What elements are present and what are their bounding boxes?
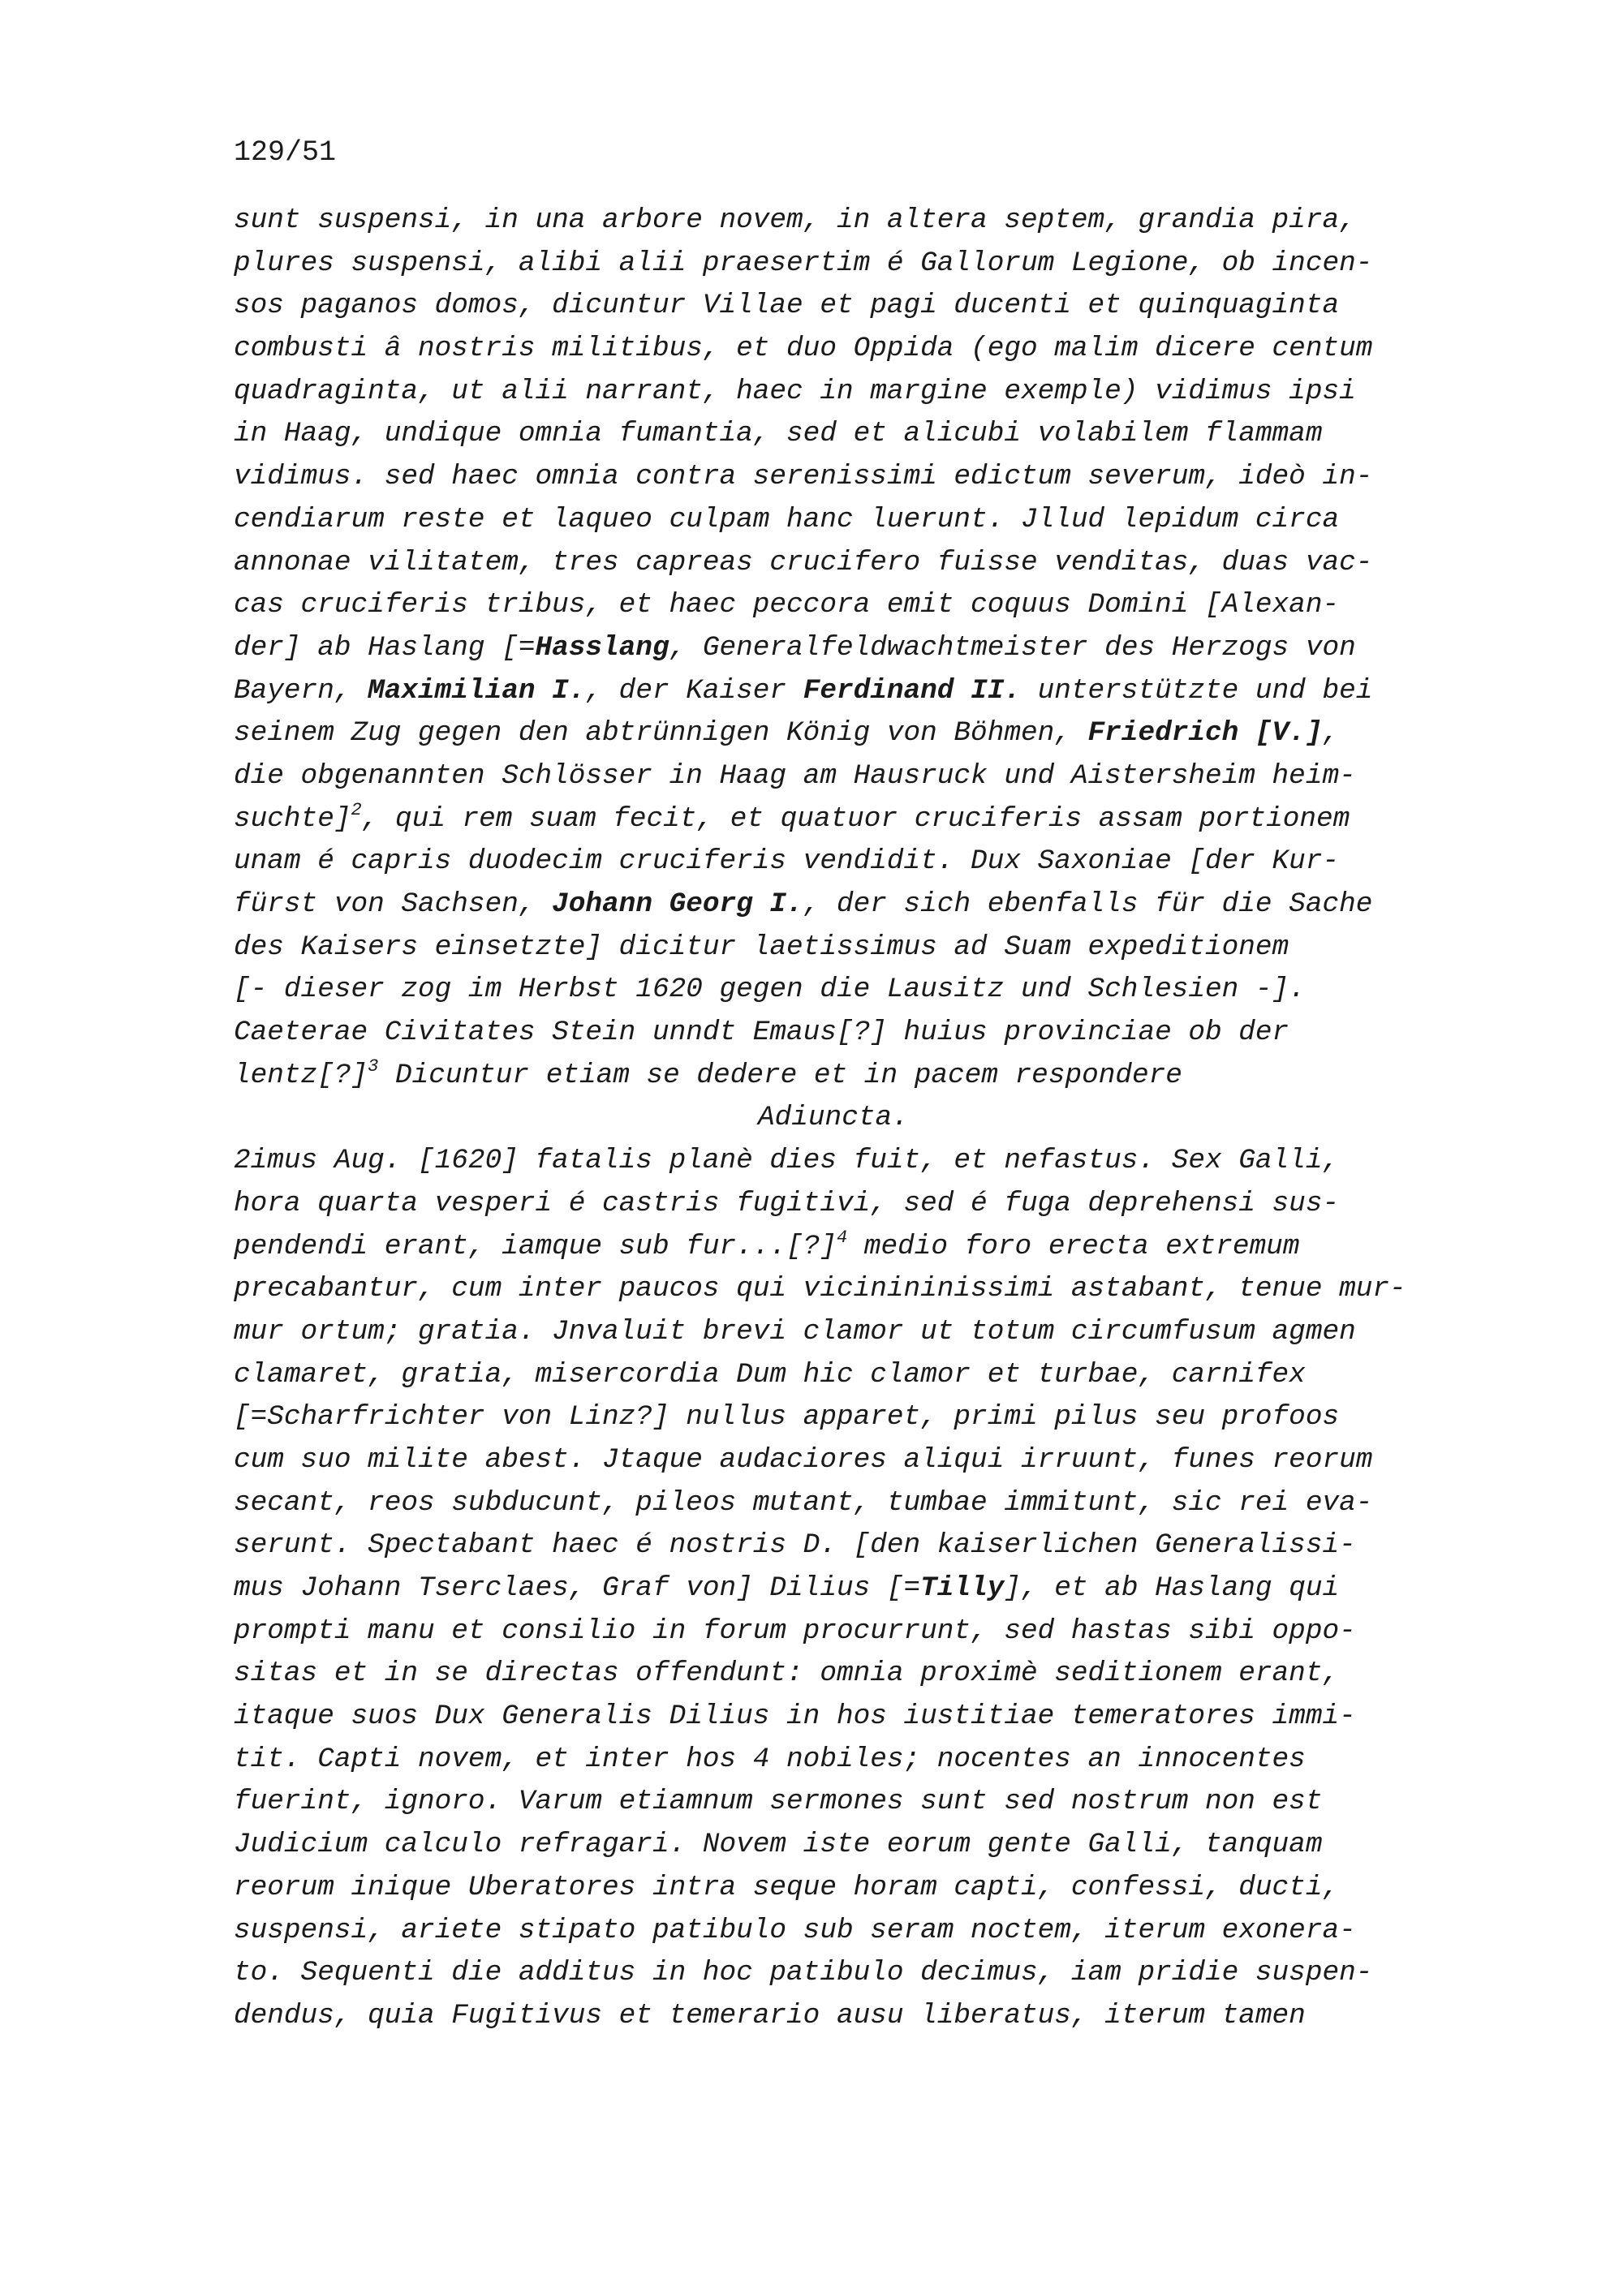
text-segment: unam é capris duodecim cruciferis vendidit. Dux Saxoniae [der Kur- — [234, 845, 1340, 878]
text-line — [234, 1739, 1581, 1782]
text-line — [234, 1268, 1581, 1311]
text-segment: clamaret, gratia, misercordia Dum hic clamor et turbae, carnifex — [234, 1358, 1306, 1391]
text-line — [234, 456, 1581, 499]
text-segment: secant, reos subducunt, pileos mutant, tumbae immitunt, sic rei eva- — [234, 1486, 1373, 1519]
text-line — [234, 755, 1581, 798]
text-segment: to. Sequenti die additus in hoc patibulo decimus, iam pridie suspen- — [234, 1957, 1373, 1989]
text-line — [234, 841, 1581, 884]
text-line — [234, 927, 1581, 970]
text-segment: [=Scharfrichter von Linz?] nullus apparet, primi pilus seu profoos — [234, 1401, 1340, 1434]
text-line — [234, 1140, 1581, 1183]
text-line — [234, 1183, 1581, 1226]
text-segment: Caeterae Civitates Stein unndt Emaus[?] huius provinciae ob der — [234, 1017, 1289, 1049]
text-segment: in Haag, undique omnia fumantia, sed et alicubi volabilem flammam — [234, 418, 1323, 450]
text-segment: tit. Capti novem, et inter hos 4 nobiles; nocentes an innocentes — [234, 1743, 1306, 1775]
text-segment: sos paganos domos, dicuntur Villae et pagi ducenti et quinquaginta — [234, 290, 1340, 322]
text-line — [234, 1396, 1581, 1439]
text-line — [234, 798, 1581, 841]
text-line — [234, 1354, 1581, 1397]
text-line — [234, 1952, 1581, 1995]
text-segment: , Generalfeldwachtmeister des Herzogs von — [669, 631, 1356, 664]
text-segment: fürst von Sachsen, — [234, 888, 553, 920]
text-line — [234, 1482, 1581, 1525]
text-line — [234, 1226, 1581, 1269]
text-segment: , — [1322, 717, 1340, 750]
text-segment: unterstützte und bei — [1021, 674, 1373, 707]
text-line — [234, 1995, 1581, 2038]
text-segment: , der sich ebenfalls für die Sache — [803, 888, 1373, 920]
text-segment: prompti manu et consilio in forum procurrunt, sed hastas sibi oppo- — [234, 1615, 1356, 1647]
text-line — [234, 1055, 1581, 1098]
text-segment: fuerint, ignoro. Varum etiamnum sermones sunt sed nostrum non est — [234, 1786, 1323, 1818]
text-segment: annonae vilitatem, tres capreas crucifero fuisse venditas, duas vac- — [234, 546, 1373, 578]
text-line — [234, 1910, 1581, 1953]
text-line — [234, 1696, 1581, 1739]
footnote-marker: 4 — [836, 1227, 848, 1248]
text-line — [234, 542, 1581, 585]
text-line — [234, 1097, 1581, 1140]
bold-name: Ferdinand II. — [803, 674, 1021, 707]
text-line — [234, 1311, 1581, 1354]
text-segment: combusti â nostris militibus, et duo Oppida (ego malim dicere centum — [234, 333, 1373, 365]
text-segment: quadraginta, ut alii narrant, haec in margine exemple) vidimus ipsi — [234, 375, 1356, 407]
text-line — [234, 285, 1581, 328]
bold-name: Maximilian I. — [368, 674, 586, 707]
text-line — [234, 1781, 1581, 1824]
bold-name: Johann Georg I. — [552, 888, 803, 920]
text-segment: 2imus Aug. [1620] fatalis planè dies fuit, et nefastus. Sex Galli, — [234, 1145, 1340, 1177]
text-segment: ], et ab Haslang qui — [1004, 1572, 1340, 1604]
text-segment: [- dieser zog im Herbst 1620 gegen die Lausitz und Schlesien -]. — [234, 974, 1306, 1006]
text-segment: medio foro erecta extremum — [847, 1230, 1300, 1262]
text-segment: des Kaisers einsetzte] dicitur laetissimus ad Suam expeditionem — [234, 931, 1289, 963]
text-segment: dendus, quia Fugitivus et temerario ausu liberatus, iterum tamen — [234, 1999, 1306, 2032]
text-segment: Dicuntur etiam se dedere et in pacem respondere — [378, 1059, 1182, 1091]
footnote-marker: 3 — [368, 1056, 379, 1077]
text-segment: serunt. Spectabant haec é nostris D. [den kaiserlichen Generalissi- — [234, 1529, 1356, 1562]
text-segment: die obgenannten Schlösser in Haag am Hausruck und Aistersheim heim- — [234, 759, 1356, 792]
text-segment: precabantur, cum inter paucos qui vicinininissimi astabant, tenue mur- — [234, 1273, 1406, 1305]
text-line — [234, 499, 1581, 542]
text-line — [234, 413, 1581, 456]
text-line — [234, 584, 1581, 627]
text-segment: suspensi, ariete stipato patibulo sub seram noctem, iterum exonera- — [234, 1914, 1356, 1946]
text-segment: , der Kaiser — [585, 674, 803, 707]
text-line — [234, 1524, 1581, 1567]
section-heading: Adiuncta. — [758, 1102, 909, 1134]
text-line — [234, 627, 1581, 670]
bold-name: Friedrich [V.] — [1087, 717, 1323, 750]
text-line — [234, 1439, 1581, 1482]
text-segment: cum suo milite abest. Jtaque audaciores aliqui irruunt, funes reorum — [234, 1443, 1373, 1476]
text-line — [234, 1653, 1581, 1696]
text-segment: sitas et in se directas offendunt: omnia proximè seditionem erant, — [234, 1658, 1340, 1690]
text-segment: itaque suos Dux Generalis Dilius in hos iustitiae temeratores immi- — [234, 1701, 1356, 1733]
text-line — [234, 670, 1581, 713]
text-segment: plures suspensi, alibi alii praesertim é Gallorum Legione, ob incen- — [234, 247, 1373, 279]
text-segment: Judicium calculo refragari. Novem iste eorum gente Galli, tanquam — [234, 1829, 1323, 1861]
text-line — [234, 712, 1581, 755]
text-segment: der] ab Haslang [= — [234, 631, 536, 664]
footnote-marker: 2 — [351, 799, 362, 820]
text-line — [234, 200, 1581, 243]
text-segment: cas cruciferis tribus, et haec peccora emit coquus Domini [Alexan- — [234, 589, 1340, 621]
bold-name: Hasslang — [535, 631, 669, 664]
text-line — [234, 328, 1581, 371]
text-segment: mur ortum; gratia. Jnvaluit brevi clamor ut totum circumfusum agmen — [234, 1315, 1356, 1348]
text-line — [234, 243, 1581, 286]
text-line — [234, 969, 1581, 1012]
text-line — [234, 371, 1581, 414]
text-line — [234, 1567, 1581, 1610]
text-line — [234, 1012, 1581, 1055]
page-number: 129/51 — [234, 136, 337, 169]
text-segment: hora quarta vesperi é castris fugitivi, sed é fuga deprehensi sus- — [234, 1187, 1340, 1219]
text-segment: cendiarum reste et laqueo culpam hanc luerunt. Jllud lepidum circa — [234, 503, 1340, 535]
text-segment: pendendi erant, iamque sub fur...[?] — [234, 1230, 837, 1262]
body-text — [234, 200, 1581, 2038]
text-segment: seinem Zug gegen den abtrünnigen König von Böhmen, — [234, 717, 1088, 750]
text-segment: sunt suspensi, in una arbore novem, in altera septem, grandia pira, — [234, 204, 1356, 236]
text-segment: suchte] — [234, 802, 351, 835]
text-line — [234, 1824, 1581, 1867]
text-segment: mus Johann Tserclaes, Graf von] Dilius [= — [234, 1572, 921, 1604]
text-segment: , qui rem suam fecit, et quatuor cruciferis assam portionem — [361, 802, 1350, 835]
text-segment: Bayern, — [234, 674, 368, 707]
text-segment: reorum inique Uberatores intra seque horam capti, confessi, ducti, — [234, 1871, 1340, 1903]
text-line — [234, 1867, 1581, 1910]
text-segment: vidimus. sed haec omnia contra serenissimi edictum severum, ideò in- — [234, 461, 1373, 493]
bold-name: Tilly — [920, 1572, 1005, 1604]
text-segment: lentz[?] — [234, 1059, 368, 1091]
text-line — [234, 884, 1581, 927]
text-line — [234, 1610, 1581, 1653]
